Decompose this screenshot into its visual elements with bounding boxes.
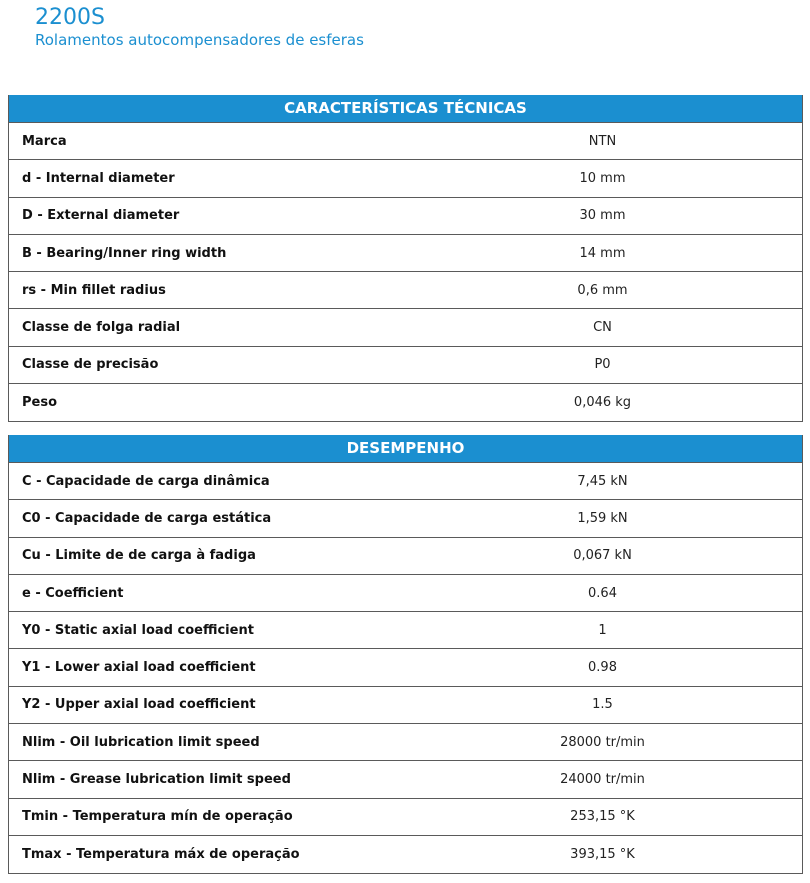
table-row <box>9 235 802 272</box>
row-label: C0 - Capacidade de carga estática <box>22 510 272 526</box>
row-value: 0,6 mm <box>577 282 628 298</box>
row-label: Classe de precisão <box>22 357 159 373</box>
row-label: Tmin - Temperatura mín de operação <box>22 809 293 825</box>
row-value: 1,59 kN <box>577 510 628 526</box>
table-row <box>9 649 802 686</box>
table-row <box>9 198 802 235</box>
table-row <box>9 799 802 836</box>
row-label: Peso <box>22 395 58 411</box>
table-row <box>9 687 802 724</box>
table-row <box>9 836 802 873</box>
row-value: P0 <box>594 357 611 373</box>
product-title: 2200S <box>35 5 105 30</box>
row-value: 0.98 <box>588 660 617 676</box>
row-value: 30 mm <box>579 208 626 224</box>
section-header-technical: CARACTERÍSTICAS TÉCNICAS <box>9 95 802 123</box>
table-row <box>9 463 802 500</box>
row-label: Y1 - Lower axial load coefficient <box>22 660 256 676</box>
row-label: Nlim - Oil lubrication limit speed <box>22 734 260 750</box>
table-row <box>9 384 802 421</box>
row-value: 0,046 kg <box>573 395 632 411</box>
table-row <box>9 500 802 537</box>
table-row <box>9 612 802 649</box>
product-subtitle: Rolamentos autocompensadores de esferas <box>35 31 364 49</box>
row-label: Marca <box>22 133 67 149</box>
section-header-performance: DESEMPENHO <box>9 435 802 463</box>
row-value: 24000 tr/min <box>560 772 645 788</box>
table-row <box>9 575 802 612</box>
row-value: 28000 tr/min <box>560 734 645 750</box>
row-label: Y0 - Static axial load coefficient <box>22 622 254 638</box>
row-label: Cu - Limite de de carga à fadiga <box>22 548 256 564</box>
technical-specs-table <box>8 95 803 422</box>
row-value: 7,45 kN <box>577 473 628 489</box>
row-value: 393,15 °K <box>570 847 635 863</box>
table-row <box>9 309 802 346</box>
performance-table <box>8 435 803 874</box>
row-label: Tmax - Temperatura máx de operação <box>22 847 300 863</box>
row-label: Classe de folga radial <box>22 320 181 336</box>
row-label: Y2 - Upper axial load coefficient <box>22 697 256 713</box>
row-value: 253,15 °K <box>570 809 635 825</box>
table-row <box>9 724 802 761</box>
row-value: 10 mm <box>579 170 626 186</box>
row-label: D - External diameter <box>22 208 180 224</box>
row-label: rs - Min fillet radius <box>22 282 166 298</box>
table-row <box>9 272 802 309</box>
row-value: 1 <box>598 622 607 638</box>
row-value: 1.5 <box>592 697 613 713</box>
table-row <box>9 538 802 575</box>
row-label: Nlim - Grease lubrication limit speed <box>22 772 291 788</box>
row-value: 0,067 kN <box>573 548 632 564</box>
row-value: 0.64 <box>588 585 617 601</box>
row-label: d - Internal diameter <box>22 170 175 186</box>
table-row <box>9 347 802 384</box>
row-label: B - Bearing/Inner ring width <box>22 245 227 261</box>
row-label: C - Capacidade de carga dinâmica <box>22 473 270 489</box>
row-label: e - Coefficient <box>22 585 124 601</box>
table-row <box>9 761 802 798</box>
table-row <box>9 123 802 160</box>
row-value: 14 mm <box>579 245 626 261</box>
row-value: NTN <box>588 133 617 149</box>
table-row <box>9 160 802 197</box>
row-value: CN <box>593 320 612 336</box>
